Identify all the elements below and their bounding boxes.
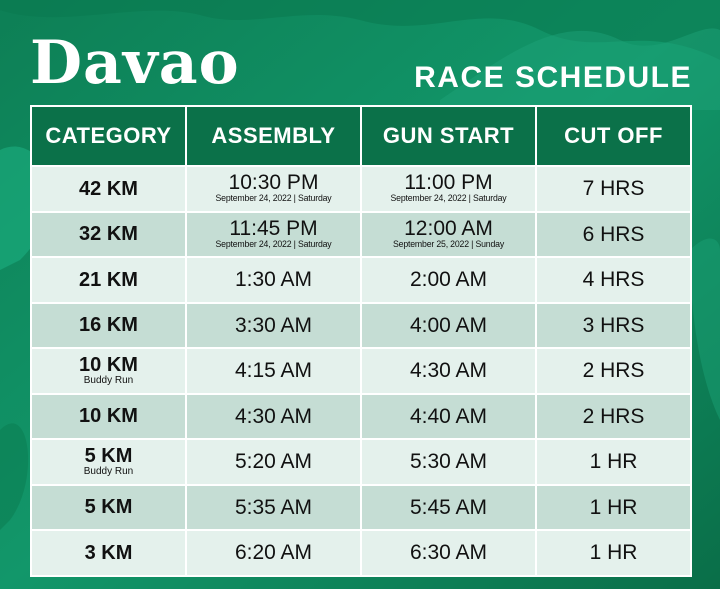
category-note: Buddy Run: [83, 466, 134, 478]
column-header-assembly: ASSEMBLY: [186, 106, 361, 166]
assembly-time: 4:30 AM: [234, 404, 313, 428]
gun-start-time: 4:40 AM: [409, 404, 488, 428]
gun-start-time: 2:00 AM: [409, 268, 488, 292]
category-label: 3 KM: [84, 541, 133, 564]
gun-start-date: September 24, 2022 | Saturday: [390, 193, 507, 205]
gun-start-cell: [361, 166, 536, 212]
table-row: [31, 530, 691, 576]
assembly-time: 1:30 AM: [234, 268, 313, 292]
table-row: [31, 166, 691, 212]
gun-start-date: September 25, 2022 | Sunday: [392, 238, 505, 250]
cut-off-cell: [536, 348, 691, 394]
gun-start-time: 5:45 AM: [409, 495, 488, 519]
table-row: [31, 303, 691, 349]
table-row: [31, 348, 691, 394]
gun-start-cell: [361, 439, 536, 485]
cut-off-value: 1 HR: [589, 450, 638, 474]
assembly-time: 5:20 AM: [234, 450, 313, 474]
cut-off-cell: [536, 257, 691, 303]
assembly-cell: [186, 394, 361, 440]
cut-off-cell: [536, 212, 691, 258]
assembly-cell: [186, 166, 361, 212]
cut-off-value: 6 HRS: [582, 222, 645, 246]
gun-start-cell: [361, 303, 536, 349]
cut-off-cell: [536, 166, 691, 212]
cut-off-value: 7 HRS: [582, 177, 645, 201]
gun-start-cell: [361, 394, 536, 440]
table-row: [31, 257, 691, 303]
category-cell: [31, 212, 186, 258]
gun-start-cell: [361, 530, 536, 576]
category-label: 32 KM: [79, 223, 138, 246]
assembly-time: 10:30 PM: [228, 171, 319, 195]
race-schedule-table: [30, 105, 692, 577]
column-header-category: CATEGORY: [31, 106, 186, 166]
assembly-cell: [186, 348, 361, 394]
category-cell: [31, 530, 186, 576]
cut-off-value: 1 HR: [589, 495, 638, 519]
table-row: [31, 485, 691, 531]
category-label: 42 KM: [79, 177, 138, 200]
cut-off-cell: [536, 485, 691, 531]
category-cell: [31, 348, 186, 394]
cut-off-cell: [536, 303, 691, 349]
column-header-gun-start: GUN START: [361, 106, 536, 166]
gun-start-time: 4:00 AM: [409, 313, 488, 337]
assembly-cell: [186, 530, 361, 576]
assembly-time: 5:35 AM: [234, 495, 313, 519]
category-cell: [31, 485, 186, 531]
gun-start-cell: [361, 485, 536, 531]
category-cell: [31, 166, 186, 212]
table-row: [31, 439, 691, 485]
category-label: 16 KM: [79, 314, 138, 337]
gun-start-time: 11:00 PM: [404, 171, 493, 195]
assembly-time: 11:45 PM: [229, 216, 318, 240]
assembly-cell: [186, 485, 361, 531]
assembly-time: 3:30 AM: [234, 313, 313, 337]
category-label: 5 KM: [84, 496, 133, 519]
table-row: [31, 212, 691, 258]
category-note: Buddy Run: [83, 375, 134, 387]
assembly-time: 4:15 AM: [234, 359, 313, 383]
category-cell: [31, 303, 186, 349]
cut-off-value: 2 HRS: [582, 404, 645, 428]
gun-start-cell: [361, 348, 536, 394]
assembly-date: September 24, 2022 | Saturday: [215, 193, 332, 205]
gun-start-time: 5:30 AM: [409, 450, 488, 474]
assembly-cell: [186, 303, 361, 349]
assembly-cell: [186, 212, 361, 258]
assembly-date: September 24, 2022 | Saturday: [215, 238, 332, 250]
cut-off-cell: [536, 394, 691, 440]
cut-off-cell: [536, 530, 691, 576]
race-schedule-heading: RACE SCHEDULE: [414, 61, 692, 94]
category-label: 10 KM: [79, 405, 138, 428]
cut-off-value: 1 HR: [589, 541, 638, 565]
gun-start-time: 4:30 AM: [409, 359, 488, 383]
column-header-cut-off: CUT OFF: [536, 106, 691, 166]
gun-start-time: 12:00 AM: [404, 216, 493, 240]
assembly-cell: [186, 257, 361, 303]
category-label: 5 KM: [84, 445, 133, 468]
assembly-cell: [186, 439, 361, 485]
gun-start-cell: [361, 212, 536, 258]
gun-start-cell: [361, 257, 536, 303]
cut-off-value: 2 HRS: [582, 359, 645, 383]
category-label: 10 KM: [79, 354, 138, 377]
city-title: Davao: [30, 28, 240, 98]
assembly-time: 6:20 AM: [234, 541, 313, 565]
cut-off-cell: [536, 439, 691, 485]
category-cell: [31, 439, 186, 485]
category-cell: [31, 394, 186, 440]
cut-off-value: 4 HRS: [582, 268, 645, 292]
gun-start-time: 6:30 AM: [409, 541, 488, 565]
category-label: 21 KM: [79, 268, 138, 291]
table-row: [31, 394, 691, 440]
table-header-row: [31, 106, 691, 166]
category-cell: [31, 257, 186, 303]
cut-off-value: 3 HRS: [582, 313, 645, 337]
